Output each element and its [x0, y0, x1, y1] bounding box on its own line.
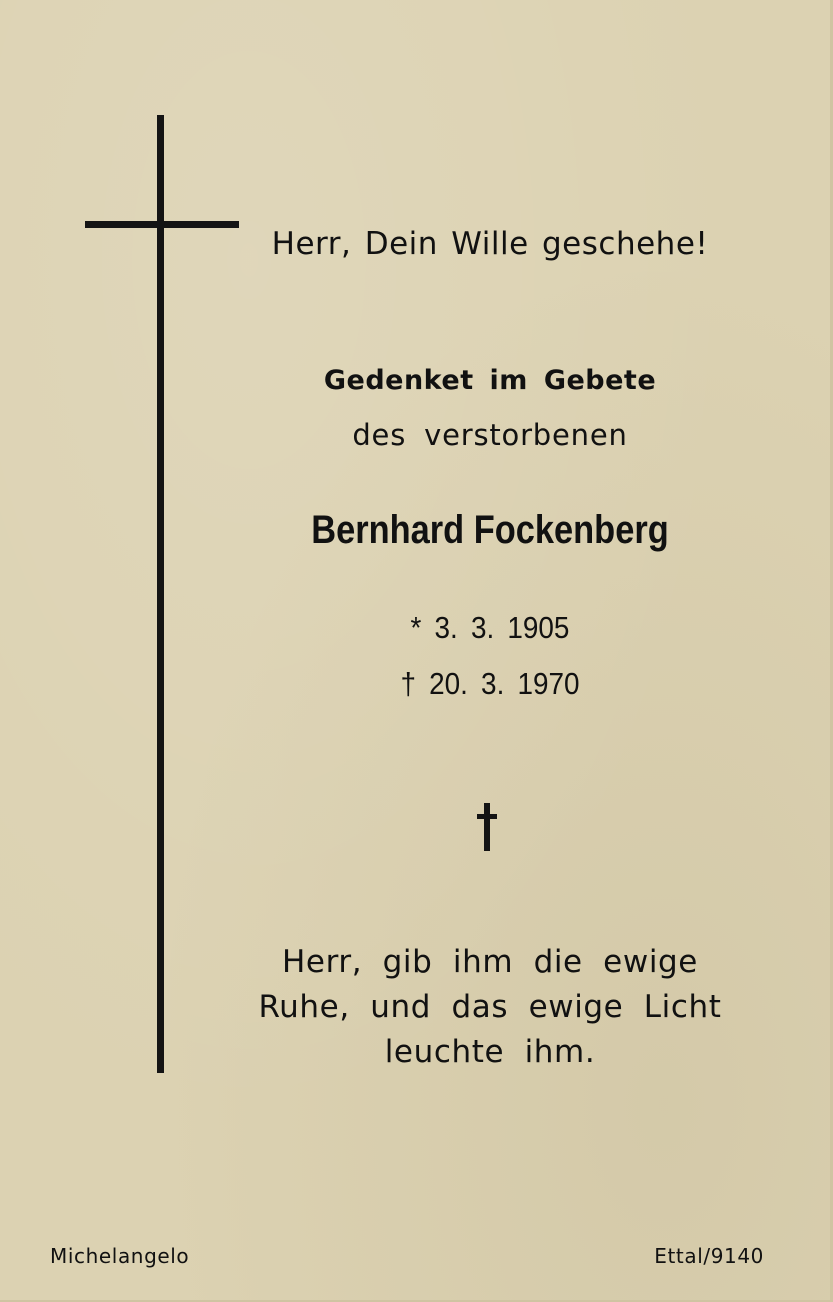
- large-cross-horizontal-bar: [85, 221, 239, 228]
- deceased-name: Bernhard Fockenberg: [311, 508, 669, 552]
- remember-heading: Gedenket im Gebete: [323, 365, 657, 396]
- motto-text: Herr, Dein Wille geschehe!: [271, 226, 709, 262]
- prayer-line: Ruhe, und das ewige Licht: [258, 989, 722, 1025]
- publisher-code: Ettal/9140: [654, 1244, 764, 1268]
- prayer-text: [250, 940, 730, 1075]
- birth-date: * 3. 3. 1905: [410, 610, 570, 645]
- prayer-line: Herr, gib ihm die ewige: [282, 944, 698, 980]
- death-date: † 20. 3. 1970: [400, 666, 580, 701]
- prayer-line: leuchte ihm.: [384, 1034, 596, 1070]
- small-cross-icon: [477, 803, 497, 851]
- artist-credit: Michelangelo: [50, 1244, 190, 1268]
- large-cross-vertical-bar: [157, 115, 164, 1073]
- deceased-label: des verstorbenen: [352, 418, 628, 452]
